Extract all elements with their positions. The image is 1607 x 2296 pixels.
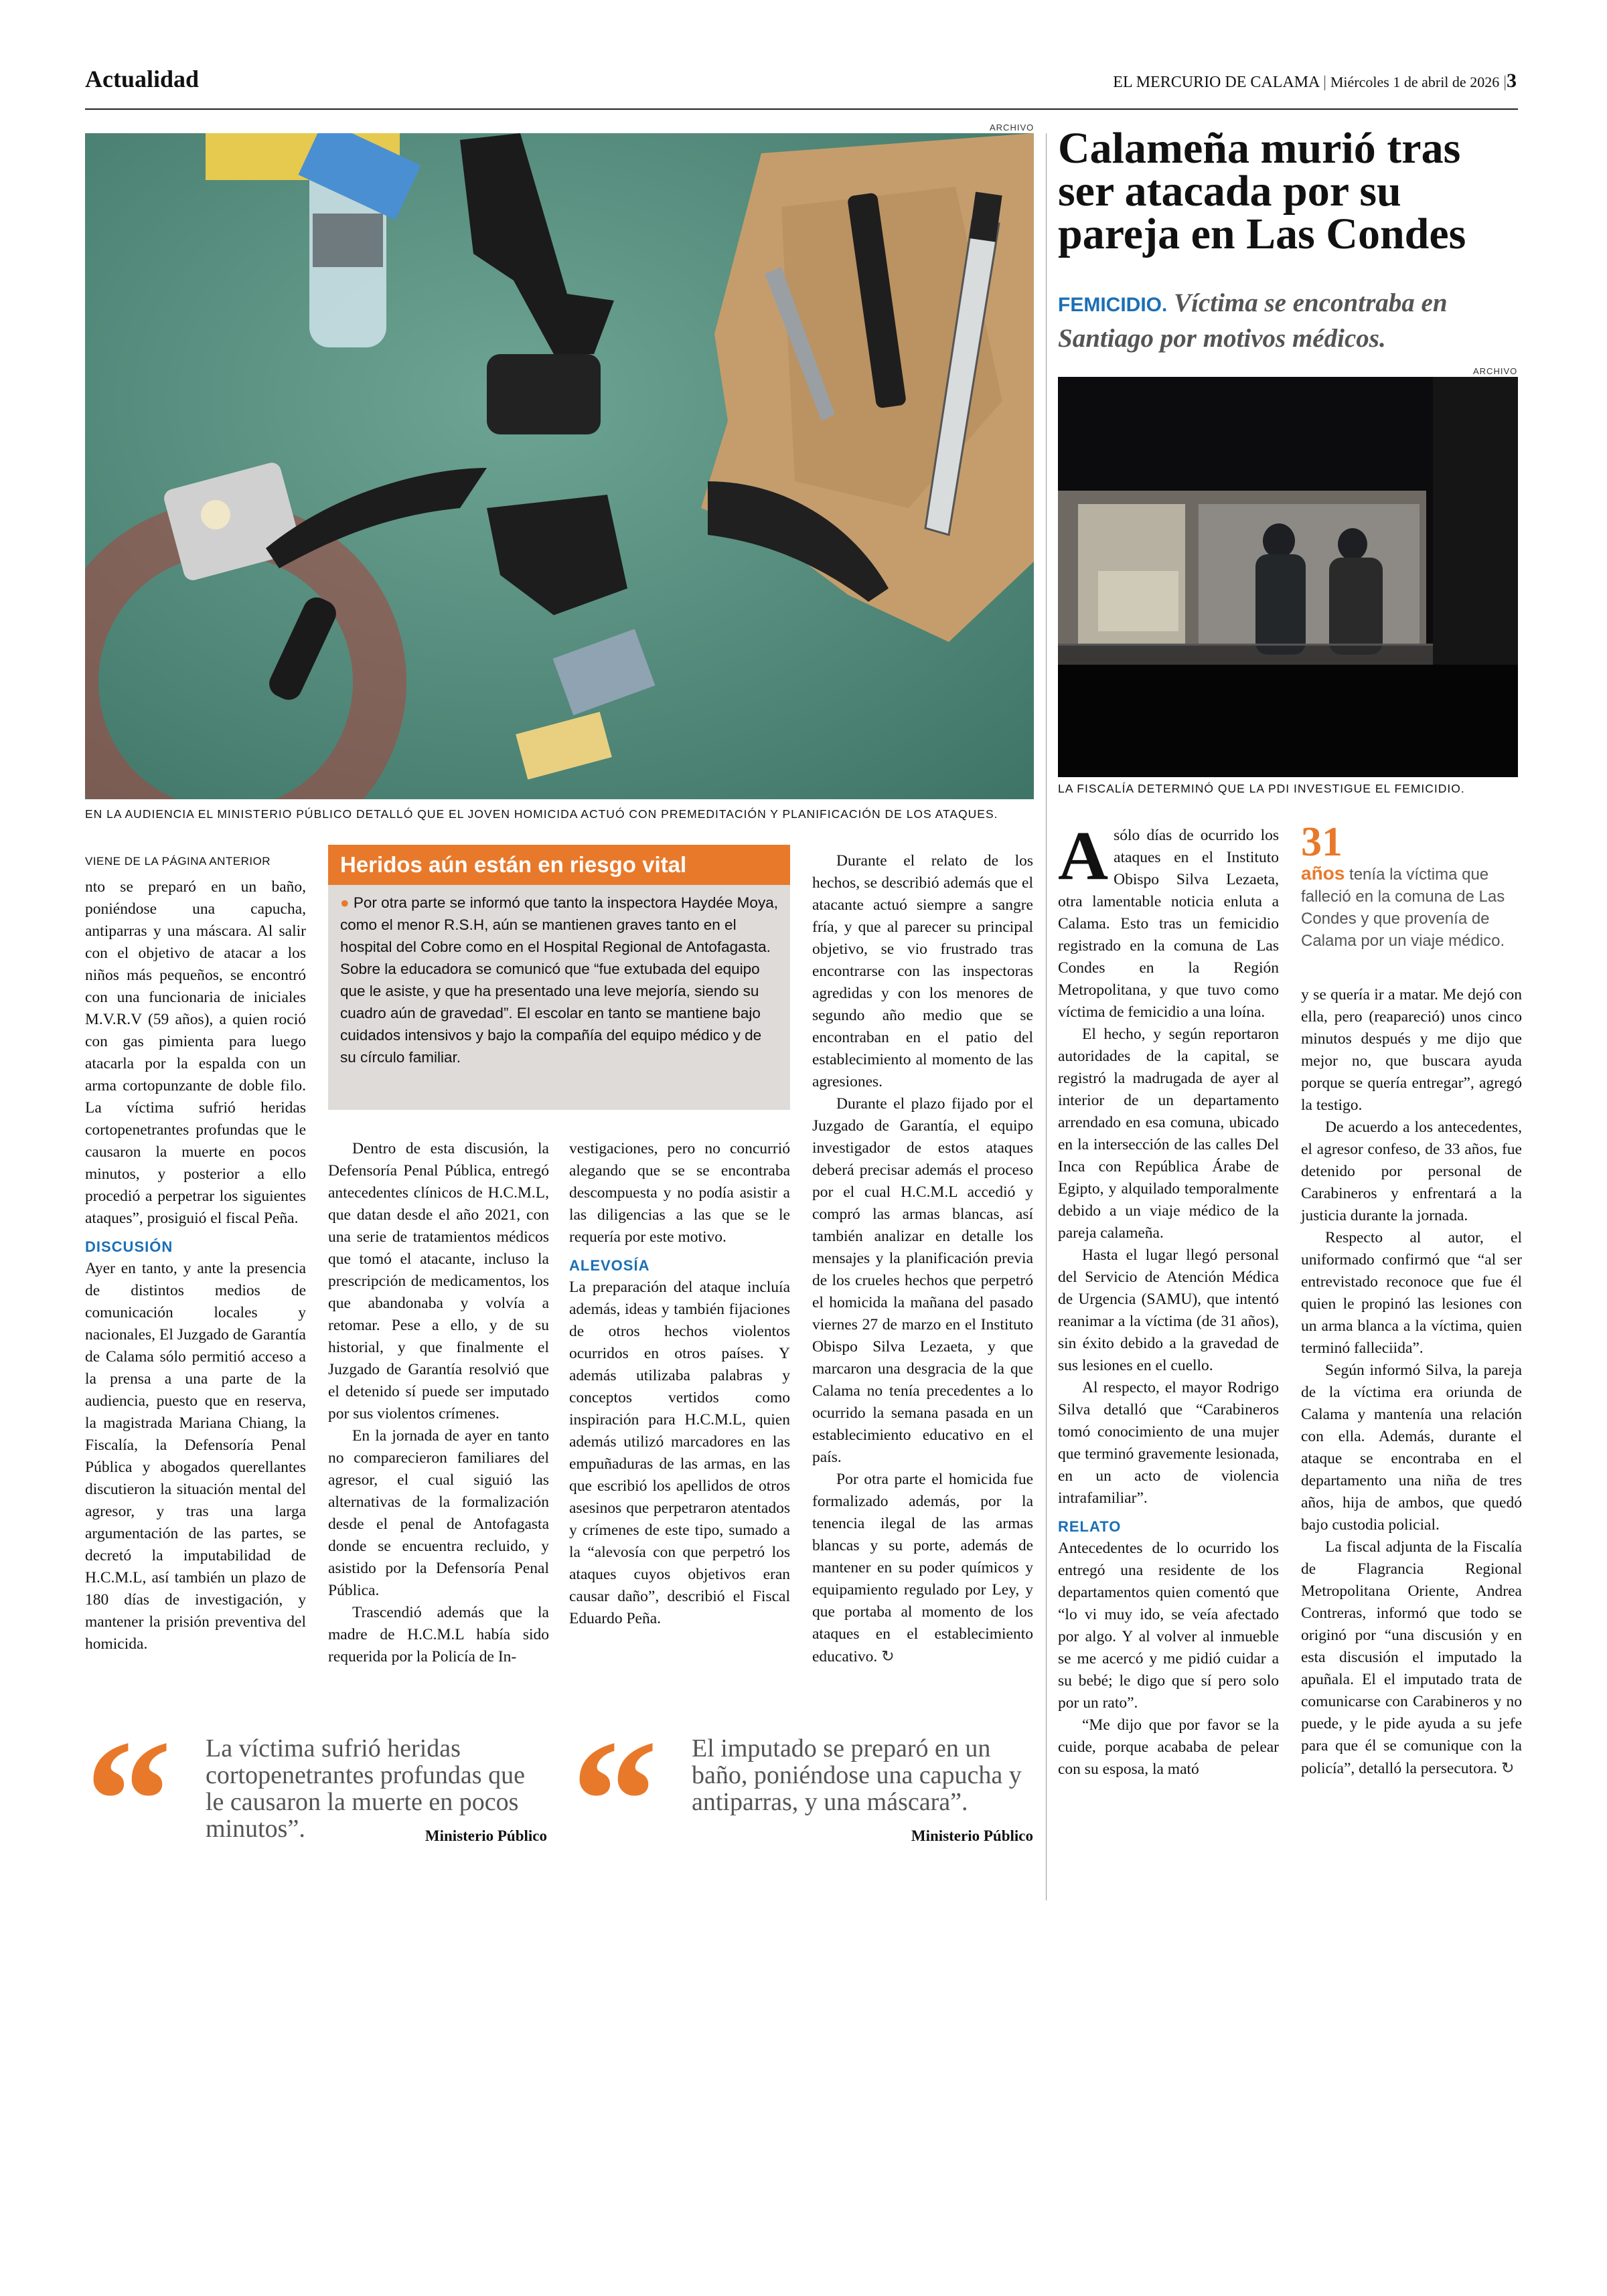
paragraph: Durante el plazo fijado por el Juzgado de Garantía, el equipo investigador de estos ataques deberá precisar además el proceso por el cual H.C.M.L accedió y compró las armas blancas, así también analizar en detalle los mensajes y la planificación previa de los crueles hechos que perpetró el homicida la mañana del pasado viernes 27 de marzo en el Instituto Obispo Silva Lezaeta, y que marcaron una desgracia de la que Calama no tenía precedentes a lo ocurrido la semana pasada en un establecimiento educativo en el país. <box>812 1095 1033 1466</box>
quote-text: La víctima sufrió heridas cortopenetrantes profundas que le causaron la muerte en pocos minutos”. <box>206 1734 525 1843</box>
info-box <box>328 845 790 1110</box>
paragraph: De acuerdo a los antecedentes, el agresor confeso, de 33 años, fue detenido por personal de Carabineros y enfrentará a la justicia durante la jornada. <box>1301 1119 1522 1224</box>
stat-description: tenía la víctima que falleció en la comuna de Las Condes y que provenía de Calama por un viaje médico. <box>1301 866 1505 950</box>
paragraph: Dentro de esta discusión, la Defensoría Penal Pública, entregó antecedentes clínicos de H.C.M.L, que datan desde el año 2021, con una serie de tratamientos médicos que tomó el atacante, incluso la prescripción de medicamentos, los que abandonaba y volvía a retomar. Pese a ello, y de su historial, y que finalmente el Juzgado de Garantía resolvió que el detenido sí puede ser imputado por sus violentos crímenes. <box>328 1140 549 1422</box>
kicker: FEMICIDIO. <box>1058 294 1168 316</box>
stat-number: 31 <box>1301 819 1343 865</box>
photo-credit: ARCHIVO <box>990 122 1035 133</box>
paragraph: vestigaciones, pero no concurrió alegando que se se encontraba descompuesta y no podía asistir a las diligencias a las que se le requería por este motivo. <box>569 1140 790 1246</box>
weapons-photo <box>85 133 1034 799</box>
quote-mark-icon: “ <box>85 1704 172 1897</box>
paragraph: Trascendió además que la madre de H.C.M.L había sido requerida por la Policía de In- <box>328 1604 549 1665</box>
paragraph-text: Por otra parte el homicida fue formalizado además, por la tenencia ilegal de las armas blancas y su porte, además de mantener en su poder químicos y equipamiento regulado por Ley, y que portaba al momento de los ataques en el establecimiento educativo. <box>812 1471 1033 1665</box>
page-number: 3 <box>1507 70 1517 92</box>
paragraph: Hasta el lugar llegó personal del Servicio de Atención Médica de Urgencia (SAMU), que intentó reanimar a la víctima (de 31 años), sin éxito debido a la gravedad de sus lesiones en el cuello. <box>1058 1246 1279 1374</box>
building-photo <box>1058 377 1518 777</box>
photo-caption-left: EN LA AUDIENCIA EL MINISTERIO PÚBLICO DETALLÓ QUE EL JOVEN HOMICIDA ACTUÓ CON PREMEDITACIÓN Y PLANIFICACIÓN DE LOS ATAQUES. <box>85 807 998 821</box>
subhead-relato: RELATO <box>1058 1518 1122 1535</box>
quote-source: Ministerio Público <box>425 1827 547 1844</box>
deck <box>1058 286 1520 355</box>
article-column-1 <box>85 850 306 1655</box>
article-column-2 <box>328 1138 549 1668</box>
info-box-title: Heridos aún están en riesgo vital <box>328 845 790 885</box>
subhead-alevosia: ALEVOSÍA <box>569 1257 650 1274</box>
info-box-text <box>328 885 790 1075</box>
drop-cap: A <box>1058 817 1109 894</box>
column-divider <box>1046 133 1047 1900</box>
building-photo-illustration <box>1058 377 1518 777</box>
paragraph: Según informó Silva, la pareja de la víctima era oriunda de Calama y mantenía una relación con ella. Además, durante el ataque se encontraba en el departamento una niña de tres años, hija de ambos, que quedó bajo custodia policial. <box>1301 1362 1522 1534</box>
quote-mark-icon: “ <box>571 1704 658 1897</box>
paragraph: Antecedentes de lo ocurrido los entregó una residente de los departamentos quien comentó que “lo vi muy ido, se veía afectado por algo. Y al volver al inmueble se me acercó y me pidió cuidar a su bebé; le digo que sí pero solo por un rato”. <box>1058 1540 1279 1712</box>
jump-line: VIENE DE LA PÁGINA ANTERIOR <box>85 855 271 868</box>
photo-caption-right: LA FISCALÍA DETERMINÓ QUE LA PDI INVESTIGUE EL FEMICIDIO. <box>1058 782 1465 795</box>
end-mark-icon: ↻ <box>881 1647 895 1665</box>
stat-unit: años <box>1301 863 1345 884</box>
pull-quote-2 <box>571 1704 1033 1897</box>
section-title: Actualidad <box>85 66 200 92</box>
right-article-column-2 <box>1301 984 1522 1780</box>
masthead: EL MERCURIO DE CALAMA | Miércoles 1 de abril de 2026 |3 <box>1113 70 1517 92</box>
info-box-body: Por otra parte se informó que tanto la inspectora Haydée Moya, como el menor R.S.H, aún se mantienen graves tanto en el hospital del Cobre como en el Hospital Regional de Antofagasta. Sobre la educadora se comunicó que “fue extubada del equipo que le asiste, y que ha presentado una leve mejoría, siendo su cuadro aún de gravedad”. El escolar en tanto se mantiene bajo cuidados intensivos y bajo la compañía del equipo médico y de su círculo familiar. <box>340 894 778 1066</box>
paragraph: El hecho, y según reportaron autoridades de la capital, se registró la madrugada de ayer al interior de un departamento arrendado en esa comuna, ubicado en la intersección de las calles Del Inca con República Árabe de Egipto, y alquilado temporalmente debido a un viaje médico de la pareja calameña. <box>1058 1026 1279 1242</box>
paragraph: Durante el relato de los hechos, se describió además que el atacante actuó siempre a sangre fría, y que al parecer su principal objetivo, se vio frustrado tras encontrarse con las inspectoras agredidas y con los menores de segundo año medio que se encontraban en el patio del establecimiento al momento de las agresiones. <box>812 852 1033 1090</box>
publication-name: EL MERCURIO DE CALAMA <box>1113 74 1320 91</box>
article-column-4 <box>812 850 1033 1668</box>
stat-box <box>1301 819 1522 952</box>
end-mark-icon: ↻ <box>1501 1759 1515 1777</box>
paragraph: “Me dijo que por favor se la cuide, porque acababa de pelear con su esposa, la mató <box>1058 1716 1279 1778</box>
headline: Calameña murió tras ser atacada por su pareja en Las Condes <box>1058 124 1466 258</box>
quote-text: El imputado se preparó en un baño, poniéndose una capucha y antiparras, y una máscara”. <box>692 1734 1022 1816</box>
pull-quote-1 <box>85 1704 547 1897</box>
paragraph: Al respecto, el mayor Rodrigo Silva detalló que “Carabineros tomó conocimiento de una mujer que terminó gravemente lesionada, en un acto de violencia intrafamiliar”. <box>1058 1379 1279 1507</box>
paragraph: La preparación del ataque incluía además, ideas y también fijaciones de otros hechos violentos ocurridos en otros países. Y además utilizaba palabras y conceptos vertidos como inspiración para H.C.M.L, quien además utilizó marcadores en las empuñaduras de las armas, en las que escribió los apellidos de otros asesinos que perpetraron atentados y crímenes de este tipo, sumado a la “alevosía con que perpetró los ataques cuyos objetivos eran causar daño”, describió el Fiscal Eduardo Peña. <box>569 1279 790 1627</box>
paragraph: Ayer en tanto, y ante la presencia de distintos medios de comunicación locales y nacionales, El Juzgado de Garantía de Calama sólo permitió acceso a la prensa a una parte de la audiencia, puesto que en reserva, la magistrada Mariana Chiang, la Fiscalía, la Defensoría Penal Pública y abogados querellantes discutieron la situación mental del agresor, y tras una larga argumentación de las partes, se decretó la imputabilidad de H.C.M.L, así también un plazo de 180 días de investigación, y mantener la prisión preventiva del homicida. <box>85 1260 306 1653</box>
paragraph-text: sólo días de ocurrido los ataques en el Instituto Obispo Silva Lezaeta, otra lamentable noticia enluta a Calama. Esto tras un femicidio registrado en la comuna de Las Condes en la Región Metropolitana, y que tuvo como víctima de femicidio a una loína. <box>1058 827 1279 1021</box>
photo-credit-right: ARCHIVO <box>1473 366 1518 376</box>
paragraph: y se quería ir a matar. Me dejó con ella, pero (reapareció) unos cinco minutos después y me dijo que mejor no, que buscara ayuda porque se quería entregar”, agregó la testigo. <box>1301 986 1522 1114</box>
subhead-discusion: DISCUSIÓN <box>85 1238 173 1255</box>
header-rule <box>85 108 1518 110</box>
paragraph-text: La fiscal adjunta de la Fiscalía de Flagrancia Regional Metropolitana Oriente, Andrea Contreras, informó que todo se originó por “una discusión y en esta discusión el imputado la apuñala. El el imputado trata de comunicarse con Carabineros y no puede, y le pide ayuda a su jefe para que él se comunique con la policía”, detalló la persecutora. <box>1301 1538 1522 1777</box>
weapons-photo-illustration <box>85 133 1034 799</box>
quote-source: Ministerio Público <box>911 1827 1033 1844</box>
paragraph <box>1058 817 1279 1023</box>
stat-text <box>1301 862 1522 952</box>
paragraph <box>812 1469 1033 1668</box>
paragraph: nto se preparó en un baño, poniéndose una capucha, antiparras y una máscara. Al salir con el objetivo de atacar a los niños más pequeños, se encontró con una funcionaria de iniciales M.V.R.V (59 años), a quien roció con gas pimienta para luego atacarla por la espalda con un arma cortopunzante de doble filo. La víctima sufrió heridas cortopenetrantes profundas que le causaron la muerte en pocos minutos, y posterior a ello procedió a perpetrar los siguientes ataques”, prosiguió el fiscal Peña. <box>85 878 306 1227</box>
bullet-icon: ● <box>340 894 350 911</box>
right-article-column-1 <box>1058 817 1279 1781</box>
article-column-3 <box>569 1138 790 1630</box>
deck-text: Víctima se encontraba en Santiago por motivos médicos. <box>1058 289 1448 353</box>
paragraph: Respecto al autor, el uniformado confirmó que “al ser entrevistado reconoce que fue él quien le propinó las lesiones con un arma blanca a la víctima, quien terminó falleciida”. <box>1301 1229 1522 1357</box>
paragraph: En la jornada de ayer en tanto no comparecieron familiares del agresor, el cual siguió las alternativas de la formalización desde el penal de Antofagasta donde se encuentra recluido, y asistido por la Defensoría Penal Pública. <box>328 1427 549 1599</box>
paragraph <box>1301 1536 1522 1780</box>
issue-date: Miércoles 1 de abril de 2026 <box>1330 74 1500 90</box>
